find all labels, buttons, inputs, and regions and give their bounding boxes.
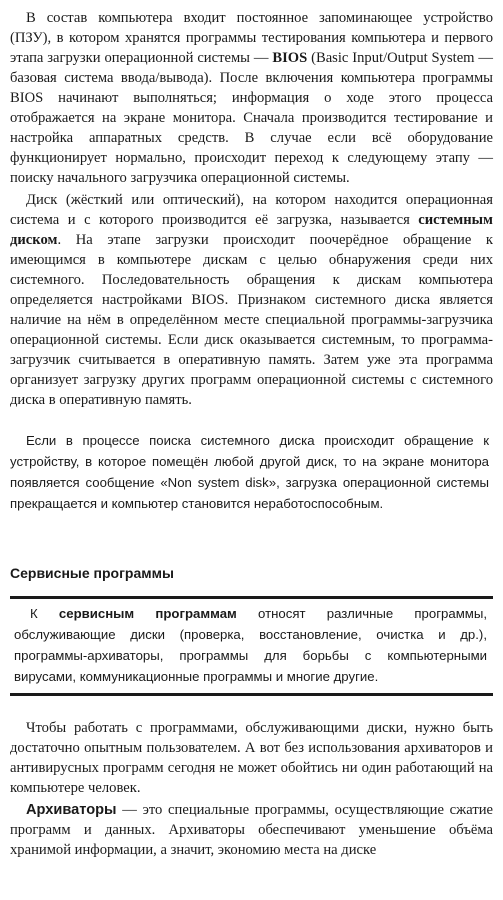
definition-text-part: относят различные программы, обслуживающие диски (проверка, восстановление, очистка и др.), программы-архиваторы, программы для борьбы с компьютерными вирусами, коммуникационные программы и многие другие. xyxy=(14,606,487,684)
note-non-system-disk: Если в процессе поиска системного диска происходит обращение к устройству, в которое помещён любой другой диск, то на экране монитора появляется сообщение «Non system disk», загрузка операционной системы прекращается и компьютер становится неработоспособным. xyxy=(10,433,489,511)
term-bios: BIOS xyxy=(272,50,308,66)
paragraph-text: В состав компьютера входит постоянное запоминающее устройство (ПЗУ), в котором хранятся программы тестирования компьютера и первого этапа загрузки операционной системы — xyxy=(10,10,493,66)
definition-text-part: К xyxy=(30,606,59,621)
paragraph-disk-utilities: Чтобы работать с программами, обслуживающими диски, нужно быть достаточно опытным пользователем. А вот без использования архиваторов и антивирусных программ сегодня не может обойтись ни один работающий на компьютере человек. xyxy=(10,720,493,796)
paragraph-archivers xyxy=(10,800,493,860)
paragraph-text: — это специальные программы, осуществляющие сжатие программ и данных. Архиваторы обеспечивают уменьшение объёма хранимой информации, а значит, экономию места на диске xyxy=(10,802,493,858)
paragraph-text: Диск (жёсткий или оптический), на котором находится операционная система и с которого производится её загрузка, называется xyxy=(10,192,493,228)
term-system-disk: системным диском xyxy=(10,212,493,248)
paragraph-bios xyxy=(10,8,493,188)
definition-text xyxy=(14,603,487,687)
paragraph-text: . На этапе загрузки происходит поочерёдное обращение к имеющимся в компьютере дискам с целью обнаружения среди них системного. Последовательность обращения к дискам компьютера определяется настройками BIOS. Признаком системного диска является наличие на нём в определённом месте специальной программы-загрузчика операционной системы. Если диск оказывается системным, то программа-загрузчик считывается в оперативную память. Затем уже эта программа организует загрузку других программ операционной системы с системного диска в оперативную память. xyxy=(10,232,493,408)
paragraph-text: (Basic Input/Output System — базовая система ввода/вывода). После включения компьютера программы BIOS начинают выполняться; информация о ходе этого процесса отображается на экране монитора. Сначала производится тестирование и настройка аппаратных средств. В случае если всё оборудование функционирует нормально, происходит переход к следующему этапу — поиску начального загрузчика операционной системы. xyxy=(10,50,493,186)
definition-box xyxy=(10,596,493,696)
term-service-programs: сервисным программам xyxy=(58,606,237,621)
section-title: Сервисные программы xyxy=(10,565,174,581)
paragraph-system-disk xyxy=(10,190,493,410)
term-archivers: Архиваторы xyxy=(26,802,117,818)
